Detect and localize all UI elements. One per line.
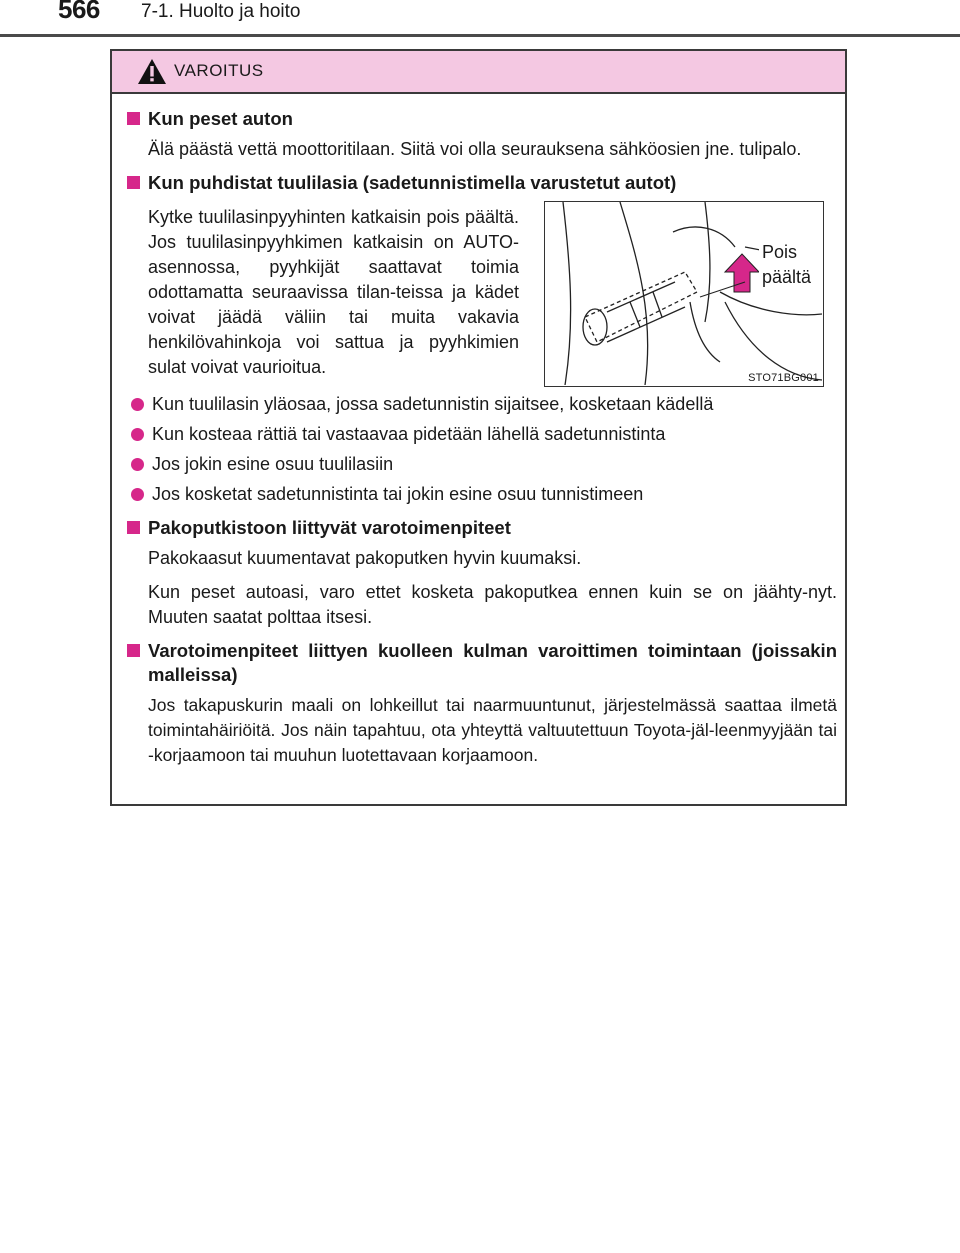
- figure-code: STO71BG001: [748, 372, 819, 384]
- section-heading: [126, 171, 837, 195]
- heading-text: Pakoputkistoon liittyvät varotoimenpiteet: [148, 517, 511, 538]
- section-heading: [126, 516, 837, 540]
- list-item-text: Jos kosketat sadetunnistinta tai jokin esine osuu tunnistimeen: [152, 484, 644, 504]
- figure-label: Pois päältä: [759, 240, 823, 290]
- heading-text: Kun peset auton: [148, 108, 293, 129]
- header-divider: [0, 34, 960, 37]
- heading-text: Varotoimenpiteet liittyen kuolleen kulman varoittimen toimintaan (joissakin malleissa): [148, 640, 837, 685]
- list-item-text: Kun tuulilasin yläosaa, jossa sadetunnistin sijaitsee, kosketaan kädellä: [152, 394, 714, 414]
- list-item-text: Kun kosteaa rättiä tai vastaavaa pidetään lähellä sadetunnistinta: [152, 424, 666, 444]
- circle-bullet-icon: [131, 398, 144, 411]
- wiper-lever-illustration: [545, 202, 822, 385]
- square-bullet-icon: [127, 521, 140, 534]
- page-number: 566: [58, 0, 100, 24]
- circle-bullet-icon: [131, 458, 144, 471]
- paragraph: Pakokaasut kuumentavat pakoputken hyvin kuumaksi.: [148, 548, 582, 568]
- section-heading: [126, 107, 837, 131]
- section-title: 7-1. Huolto ja hoito: [141, 1, 301, 22]
- square-bullet-icon: [127, 644, 140, 657]
- wiper-switch-figure: [544, 201, 824, 387]
- paragraph: Jos takapuskurin maali on lohkeillut tai naarmuuntunut, järjestelmässä saattaa ilmetä toimintahäiriöitä. Jos näin tapahtuu, ota yhteyttä valtuutettuun Toyota-jäl-leenmyyjään tai -korjaamoon tai muuhun luotettavaan korjaamoon.: [148, 695, 837, 765]
- wiper-instruction-row: [126, 201, 837, 414]
- list-item: [126, 452, 837, 477]
- paragraph: Kun peset autoasi, varo ettet kosketa pakoputkea ennen kuin se on jäähty-nyt. Muuten saatat polttaa itsesi.: [148, 582, 837, 627]
- section-heading: [126, 639, 837, 687]
- list-item: [126, 392, 837, 417]
- warning-header: [112, 51, 845, 94]
- list-item: [126, 422, 837, 447]
- warning-title: VAROITUS: [174, 61, 264, 80]
- square-bullet-icon: [127, 112, 140, 125]
- paragraph: Kytke tuulilasinpyyhinten katkaisin pois päältä. Jos tuulilasinpyyhkimen katkaisin on AUTO-asennossa, pyyhkijät saattavat toimia odottamatta seuraavissa tilan-teissa ja kädet voivat jäädä väliin tai muita vakavia henkilövahinkoja voi sattua ja pyyhkimien sulat voivat vaurioitua.: [148, 207, 519, 377]
- warning-content: [126, 107, 837, 768]
- list-item: [126, 482, 837, 507]
- paragraph: Älä päästä vettä moottoritilaan. Siitä voi olla seurauksena sähköosien jne. tulipalo.: [148, 139, 802, 159]
- circle-bullet-icon: [131, 488, 144, 501]
- list-item-text: Jos jokin esine osuu tuulilasiin: [152, 454, 394, 474]
- circle-bullet-icon: [131, 428, 144, 441]
- heading-text: Kun puhdistat tuulilasia (sadetunnistimella varustetut autot): [148, 172, 677, 193]
- warning-box: [110, 49, 847, 806]
- square-bullet-icon: [127, 176, 140, 189]
- warning-triangle-icon: [137, 58, 167, 85]
